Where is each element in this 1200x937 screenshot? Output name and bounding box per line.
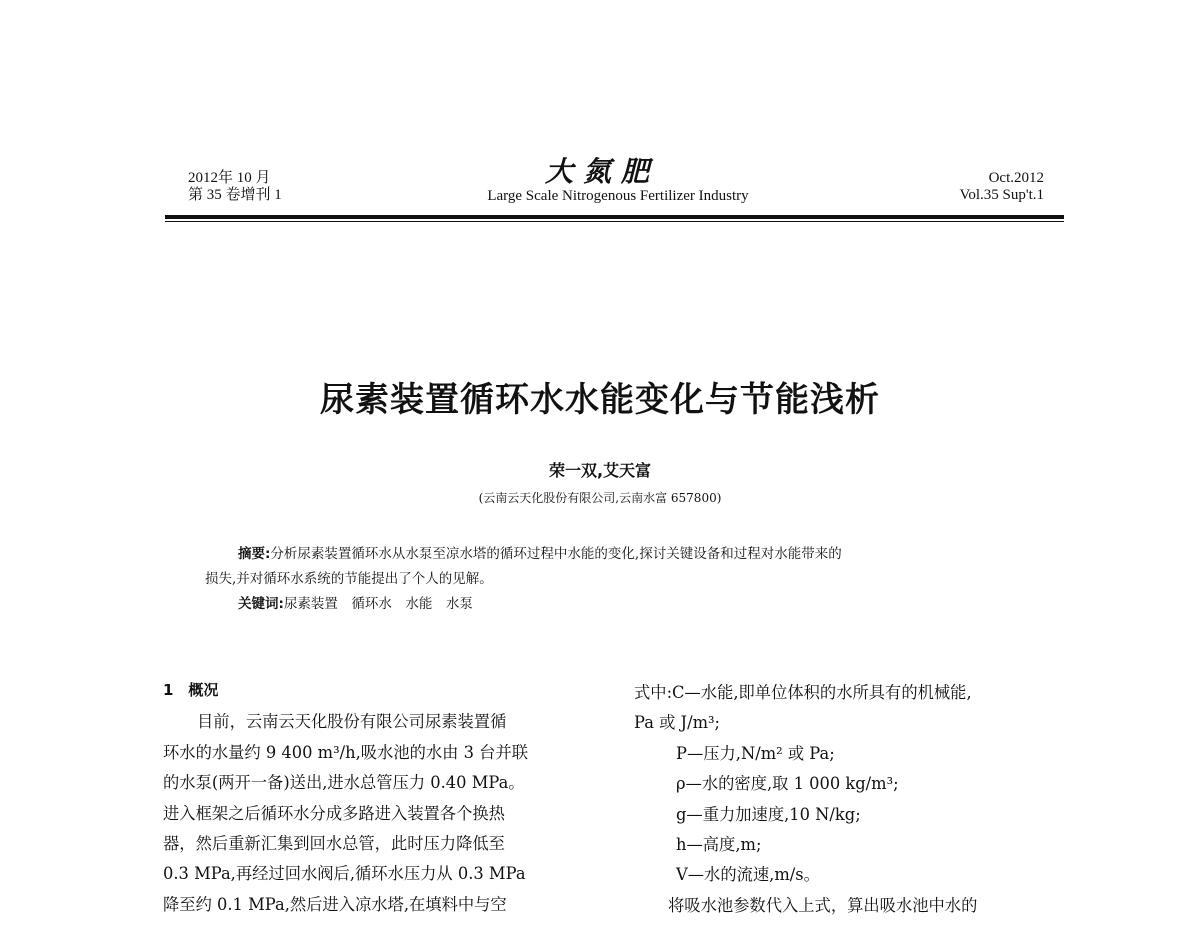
definition-height: h—高度,m; [676,835,762,855]
header-date-en: Oct.2012 [988,170,1044,186]
left-line-7: 降至约 0.1 MPa,然后进入凉水塔,在填料中与空 [163,894,507,914]
keywords-label: 关键词: [238,596,284,612]
article-affiliation: (云南云天化股份有限公司,云南水富 657800) [478,491,722,505]
right-column [634,678,1074,921]
right-intro-1: 式中:C—水能,即单位体积的水所具有的机械能, [634,683,972,702]
abstract-label: 摘要: [238,546,271,562]
definition-pressure: P—压力,N/m² 或 Pa; [676,743,835,763]
abstract-text-2: 损失,并对循环水系统的节能提出了个人的见解。 [205,571,493,587]
left-column [163,675,603,920]
journal-name-en: Large Scale Nitrogenous Fertilizer Industry [487,188,749,204]
abstract-block [205,542,1065,617]
right-final-line: 将吸水池参数代入上式，算出吸水池中水的 [668,895,978,915]
header-date-cn: 2012年 10 月 [188,170,271,186]
keywords-text: 尿素装置 循环水 水能 水泵 [283,596,473,612]
left-line-3: 的水泵(两开一备)送出,进水总管压力 0.40 MPa。 [163,773,525,793]
section-heading: 1 概况 [163,681,219,699]
definition-velocity: V—水的流速,m/s。 [676,865,820,885]
left-line-1: 目前，云南云天化股份有限公司尿素装置循 [197,712,507,732]
definition-gravity: g—重力加速度,10 N/kg; [676,804,861,824]
left-line-5: 器，然后重新汇集到回水总管，此时压力降低至 [163,834,505,854]
header-volume-cn: 第 35 卷增刊 1 [188,187,282,203]
header-rule-thick [165,215,1064,219]
definition-density: ρ—水的密度,取 1 000 kg/m³; [676,774,899,794]
header-rule-thin [165,221,1064,222]
header-volume-en: Vol.35 Sup't.1 [959,187,1044,203]
left-line-4: 进入框架之后循环水分成多路进入装置各个换热 [163,803,505,823]
journal-logo: 大氮肥 [545,155,660,188]
article-authors: 荣一双,艾天富 [548,461,652,480]
left-line-2: 环水的水量约 9 400 m³/h,吸水池的水由 3 台并联 [163,742,529,762]
left-line-6: 0.3 MPa,再经过回水阀后,循环水压力从 0.3 MPa [163,864,526,884]
keywords-line [205,592,1065,617]
right-intro-2: Pa 或 J/m³; [634,713,721,733]
abstract-line-1 [205,542,1065,567]
abstract-text-1: 分析尿素装置循环水从水泵至凉水塔的循环过程中水能的变化,探讨关键设备和过程对水能带来的 [270,546,842,562]
article-title: 尿素装置循环水水能变化与节能浅析 [320,380,880,420]
